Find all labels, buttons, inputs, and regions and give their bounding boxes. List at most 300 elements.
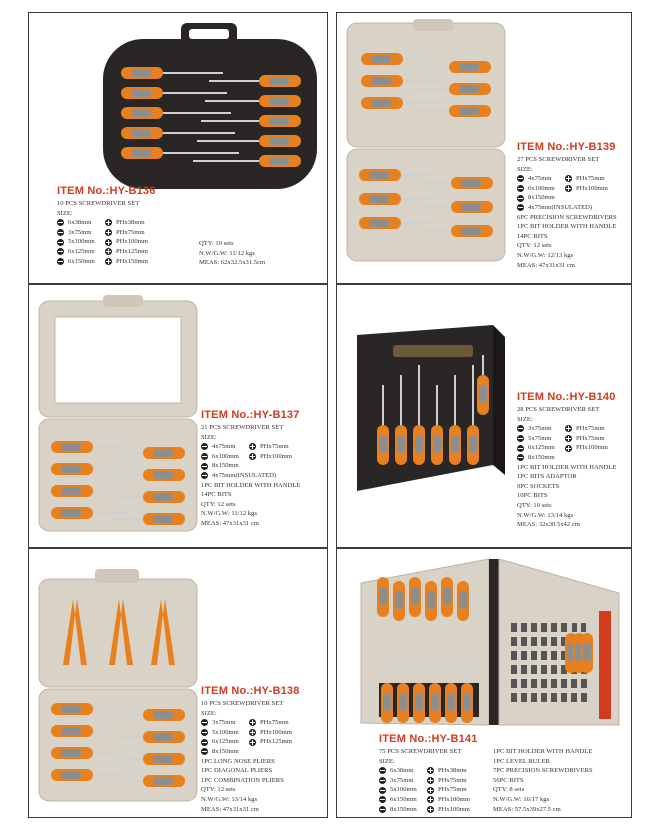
slotted-size (517, 174, 565, 184)
size-row (201, 471, 300, 481)
bit-shape (541, 665, 547, 674)
shaft-shape (113, 474, 143, 476)
grip-shape (411, 587, 419, 605)
size-row (517, 443, 616, 453)
contents-line: QTY: 8 sets (493, 786, 525, 794)
bit-shape (561, 623, 567, 632)
size-row (201, 461, 300, 471)
phillips-tip-icon (105, 258, 112, 265)
slotted-size (57, 237, 105, 247)
phillips-tip-icon (427, 767, 434, 774)
size-row (201, 718, 297, 728)
slotted-tip-icon (57, 239, 64, 246)
phillips-size (105, 218, 153, 228)
bit-shape (531, 665, 537, 674)
slotted-tip-icon (517, 445, 524, 452)
phillips-tip-icon (249, 739, 256, 746)
grip-shape (61, 771, 81, 779)
slotted-size (517, 424, 565, 434)
size-value: PHx100mm (260, 728, 292, 736)
qty-text: QTY: 10 sets (199, 240, 234, 247)
contents-line: 1PC DIAGONAL PLIERS (201, 767, 273, 775)
bit-shape (551, 637, 557, 646)
grip-shape (61, 509, 81, 517)
slotted-tip-icon (517, 435, 524, 442)
contents-line: MEAS: 47x31x31 cm (201, 519, 259, 527)
shaft-shape (93, 468, 127, 470)
size-value: PHx75mm (438, 776, 467, 784)
set-description: 10 PCS SCREWDRIVER SET (57, 200, 140, 207)
size-value: PHx75mm (438, 786, 467, 794)
product-photo-hy-b136 (29, 13, 328, 193)
size-value: PHx75mm (576, 175, 605, 183)
phillips-tip-icon (105, 229, 112, 236)
product-photo-hy-b137 (33, 291, 208, 541)
slotted-size (517, 453, 565, 463)
grip-shape (131, 69, 151, 77)
shaft-shape (93, 708, 123, 710)
bit-shape (511, 651, 517, 660)
slotted-tip-icon (201, 472, 208, 479)
shaft-shape (401, 222, 437, 224)
phillips-size (427, 766, 475, 776)
grip-shape (583, 643, 591, 661)
grip-shape (443, 587, 451, 605)
size-value: PHx100mm (576, 444, 608, 452)
grip-shape (459, 85, 479, 93)
shaft-shape (205, 100, 259, 102)
contents-list (201, 481, 300, 529)
phillips-size (249, 452, 297, 462)
bit-shape (561, 693, 567, 702)
grip-shape (269, 77, 289, 85)
grip-shape (399, 693, 407, 711)
product-panel-hy-b139 (336, 12, 632, 284)
contents-line: 14PC BITS (201, 491, 232, 499)
slotted-size (517, 203, 593, 213)
bit-shape (531, 679, 537, 688)
screwdriver-icon (425, 581, 437, 621)
bit-shape (531, 651, 537, 660)
slotted-tip-icon (201, 443, 208, 450)
grip-shape (459, 591, 467, 609)
size-value: PHx75mm (260, 719, 289, 727)
bit-shape (541, 693, 547, 702)
size-value: 6x150mm (68, 257, 95, 265)
grip-shape (369, 171, 389, 179)
size-row (57, 247, 153, 257)
shaft-shape (401, 198, 437, 200)
bit-shape (551, 623, 557, 632)
size-value: 6x125mm (68, 247, 95, 255)
size-value: PHx75mm (576, 425, 605, 433)
slotted-size (517, 443, 565, 453)
size-value: PHx75mm (576, 434, 605, 442)
phillips-tip-icon (565, 445, 572, 452)
size-value: 8x150mm (212, 462, 239, 470)
size-list (201, 718, 297, 756)
shaft-shape (386, 653, 388, 683)
contents-line: MEAS: 47x31x31 cm (201, 805, 259, 813)
contents-line: N.W/G.W: 13/14 kgs (517, 511, 574, 519)
slotted-tip-icon (201, 719, 208, 726)
shaft-shape (419, 206, 451, 208)
bit-shape (571, 693, 577, 702)
product-panel-hy-b138 (28, 548, 328, 818)
shaft-shape (163, 132, 235, 134)
grip-shape (371, 99, 391, 107)
size-list (57, 218, 153, 266)
bit-shape (521, 637, 527, 646)
screwdriver-icon (377, 577, 389, 617)
size-value: 6x150mm (390, 795, 417, 803)
grip-shape (61, 487, 81, 495)
shaft-shape (403, 58, 443, 60)
bit-shape (511, 623, 517, 632)
size-value: PHx38mm (438, 767, 467, 775)
phillips-tip-icon (427, 787, 434, 794)
slotted-size (379, 776, 427, 786)
size-row (57, 237, 153, 247)
size-row (379, 795, 475, 805)
grip-shape (433, 435, 441, 453)
bit-shape (541, 651, 547, 660)
screwdriver-icon (441, 577, 453, 617)
contents-line: N.W/G.W: 13/14 kgs (201, 795, 258, 803)
shaft-shape (117, 714, 143, 716)
shaft-shape (201, 120, 259, 122)
size-row (379, 805, 475, 815)
contents-line: 14PC BITS (517, 232, 548, 240)
shaft-shape (434, 653, 436, 683)
grip-shape (427, 591, 435, 609)
bit-shape (511, 693, 517, 702)
slotted-tip-icon (201, 729, 208, 736)
weight-text: N.W/G.W: 11/12 kgs (199, 249, 255, 257)
screwdriver-icon (457, 581, 469, 621)
set-description: 21 PCS SCREWDRIVER SET (201, 424, 284, 431)
shaft-shape (413, 110, 449, 112)
product-photo-hy-b141 (339, 553, 629, 733)
grip-shape (153, 733, 173, 741)
shaft-shape (163, 72, 223, 74)
grip-shape (415, 693, 423, 711)
shaft-shape (163, 92, 227, 94)
shaft-shape (472, 365, 474, 425)
shaft-shape (117, 780, 143, 782)
contents-line: 1PC BIT HOLDER WITH HANDLE (517, 463, 617, 471)
size-value: PHx100mm (438, 805, 470, 813)
shaft-shape (401, 174, 437, 176)
slotted-tip-icon (379, 777, 386, 784)
contents-line: MEAS: 57.5x39x27.5 cm (493, 805, 561, 813)
shaft-shape (93, 752, 123, 754)
set-description: 10 PCS SCREWDRIVER SET (201, 700, 284, 707)
phillips-tip-icon (427, 777, 434, 784)
contents-line: 10PC BITS (517, 492, 548, 500)
size-value: 5x75mm (528, 434, 552, 442)
slotted-tip-icon (517, 195, 524, 202)
shaft-shape (419, 230, 451, 232)
slotted-size (379, 805, 427, 815)
phillips-tip-icon (427, 806, 434, 813)
bit-shape (511, 665, 517, 674)
slotted-size (201, 728, 249, 738)
phillips-tip-icon (565, 185, 572, 192)
slotted-tip-icon (517, 204, 524, 211)
bit-shape (511, 679, 517, 688)
size-label: SIZE: (201, 709, 217, 717)
phillips-tip-icon (565, 425, 572, 432)
slotted-tip-icon (57, 248, 64, 255)
contents-line: QTY: 10 sets (517, 501, 552, 509)
bit-shape (521, 623, 527, 632)
size-value: PHx100mm (438, 795, 470, 803)
size-value: 3x75mm (212, 719, 236, 727)
shaft-shape (209, 80, 259, 82)
shaft-shape (93, 490, 127, 492)
shaft-shape (93, 730, 123, 732)
slotted-tip-icon (379, 806, 386, 813)
slotted-size (57, 247, 105, 257)
slotted-size (57, 228, 105, 238)
shaft-shape (93, 446, 127, 448)
phillips-tip-icon (105, 219, 112, 226)
slotted-tip-icon (201, 463, 208, 470)
product-panel-hy-b136 (28, 12, 328, 284)
grip-shape (153, 449, 173, 457)
product-panel-hy-b137 (28, 284, 328, 548)
grip-shape (131, 89, 151, 97)
size-value: 6x100mm (528, 184, 555, 192)
grip-shape (415, 435, 423, 453)
phillips-size (249, 442, 297, 452)
bit-shape (551, 651, 557, 660)
size-value: PHx100mm (260, 452, 292, 460)
size-value: 8x150mm (212, 747, 239, 755)
size-row (379, 776, 475, 786)
size-list (517, 174, 617, 212)
contents-line: 56PC BITS (493, 776, 524, 784)
phillips-size (249, 737, 297, 747)
bit-shape (551, 679, 557, 688)
phillips-size (105, 257, 153, 267)
grip-shape (479, 385, 487, 403)
shaft-shape (454, 375, 456, 425)
size-row (379, 785, 475, 795)
phillips-size (565, 443, 613, 453)
slotted-tip-icon (201, 748, 208, 755)
slotted-tip-icon (379, 796, 386, 803)
size-value: 6x100mm (212, 452, 239, 460)
phillips-size (427, 785, 475, 795)
product-photo-hy-b139 (341, 19, 521, 269)
size-value: 4x75mm(INSULATED) (528, 203, 593, 211)
slotted-size (201, 718, 249, 728)
shaft-shape (93, 774, 123, 776)
slotted-size (201, 452, 249, 462)
slotted-tip-icon (379, 787, 386, 794)
shaft-shape (117, 758, 143, 760)
grip-shape (371, 77, 391, 85)
phillips-tip-icon (565, 435, 572, 442)
size-row (201, 747, 297, 757)
shaft-shape (578, 621, 580, 633)
contents-line: QTY: 12 sets (201, 786, 236, 794)
size-value: PHx75mm (260, 443, 289, 451)
slotted-size (57, 218, 105, 228)
item-title: ITEM No.:HY-B140 (517, 391, 616, 403)
slotted-tip-icon (517, 175, 524, 182)
grip-shape (269, 97, 289, 105)
phillips-size (565, 174, 613, 184)
size-row (517, 174, 617, 184)
phillips-tip-icon (427, 796, 434, 803)
contents-line: QTY: 12 sets (201, 500, 236, 508)
slotted-size (201, 747, 249, 757)
shaft-shape (163, 152, 239, 154)
bit-shape (581, 693, 587, 702)
contents-line: 6PC PRECISION SCREWDRIVERS (517, 213, 617, 221)
bit-shape (571, 679, 577, 688)
phillips-size (249, 728, 297, 738)
grip-shape (463, 693, 471, 711)
bit-shape (531, 623, 537, 632)
grip-shape (371, 55, 391, 63)
shaft-shape (482, 355, 484, 375)
shaft-shape (113, 452, 143, 454)
contents-line: MEAS: 47x31x31 cm (517, 261, 575, 269)
size-row (201, 728, 297, 738)
set-description: 27 PCS SCREWDRIVER SET (517, 156, 600, 163)
slotted-tip-icon (379, 767, 386, 774)
screwdriver-icon (409, 577, 421, 617)
product-panel-hy-b140 (336, 284, 632, 548)
bit-shape (541, 623, 547, 632)
grip-shape (61, 465, 81, 473)
size-value: 8x150mm (390, 805, 417, 813)
item-title: ITEM No.:HY-B139 (517, 141, 616, 153)
size-value: PHx75mm (116, 228, 145, 236)
grip-shape (153, 515, 173, 523)
grip-shape (153, 493, 173, 501)
contents-line: N.W/G.W: 12/13 kgs (517, 251, 574, 259)
contents-line: 1PC LEVEL RULER (493, 757, 550, 765)
shaft-shape (403, 102, 443, 104)
phillips-size (427, 776, 475, 786)
shaft-shape (419, 182, 451, 184)
size-value: 6x38mm (390, 767, 414, 775)
size-row (201, 442, 300, 452)
grip-shape (131, 109, 151, 117)
slotted-tip-icon (201, 739, 208, 746)
grip-shape (131, 149, 151, 157)
bit-shape (521, 679, 527, 688)
size-value: 5x100mm (68, 238, 95, 246)
size-value: PHx100mm (116, 238, 148, 246)
size-label: SIZE: (379, 757, 395, 765)
grip-shape (397, 435, 405, 453)
size-row (517, 193, 617, 203)
size-value: 8x150mm (528, 194, 555, 202)
size-row (57, 218, 153, 228)
grip-shape (369, 195, 389, 203)
grip-shape (369, 219, 389, 227)
slotted-size (201, 442, 249, 452)
slotted-tip-icon (201, 453, 208, 460)
shaft-shape (197, 140, 259, 142)
bit-shape (561, 679, 567, 688)
grip-shape (153, 777, 173, 785)
bit-shape (511, 637, 517, 646)
item-title: ITEM No.:HY-B137 (201, 409, 300, 421)
size-list (379, 766, 475, 814)
grip-shape (61, 749, 81, 757)
slotted-tip-icon (517, 185, 524, 192)
phillips-size (565, 424, 613, 434)
grip-shape (461, 179, 481, 187)
contents-line: 7PC PRECISION SCREWDRIVERS (493, 767, 593, 775)
phillips-tip-icon (105, 248, 112, 255)
contents-list (493, 747, 593, 814)
slotted-size (201, 461, 249, 471)
size-label: SIZE: (517, 165, 533, 173)
size-value: 3x75mm (390, 776, 414, 784)
contents-line: QTY: 12 sets (517, 242, 552, 250)
grip-shape (131, 129, 151, 137)
phillips-size (105, 247, 153, 257)
grip-shape (61, 443, 81, 451)
bit-shape (521, 665, 527, 674)
phillips-size (565, 434, 613, 444)
grip-shape (459, 63, 479, 71)
shaft-shape (450, 653, 452, 683)
shaft-shape (418, 653, 420, 683)
size-value: PHx100mm (576, 184, 608, 192)
shaft-shape (402, 653, 404, 683)
item-title: ITEM No.:HY-B138 (201, 685, 300, 697)
grip-shape (461, 203, 481, 211)
contents-line: 1PC BITS ADAPTOR (517, 473, 577, 481)
slotted-tip-icon (517, 454, 524, 461)
size-value: 6x125mm (212, 738, 239, 746)
phillips-tip-icon (249, 443, 256, 450)
grip-shape (269, 137, 289, 145)
grip-shape (269, 157, 289, 165)
shipping-info (199, 239, 265, 268)
grip-shape (269, 117, 289, 125)
shaft-shape (466, 653, 468, 683)
shaft-shape (586, 621, 588, 633)
grip-shape (61, 727, 81, 735)
size-label: SIZE: (201, 433, 217, 441)
slotted-size (201, 471, 277, 481)
slotted-size (517, 193, 565, 203)
contents-list (517, 463, 616, 530)
contents-line: 9PC SOCKETS (517, 482, 560, 490)
shaft-shape (400, 375, 402, 425)
size-value: 6x125mm (528, 444, 555, 452)
contents-line: 1PC LONG NOSE PLIERS (201, 757, 275, 765)
shaft-shape (113, 518, 143, 520)
item-title: ITEM No.:HY-B136 (57, 185, 156, 197)
bit-shape (541, 679, 547, 688)
slotted-size (517, 184, 565, 194)
size-value: 4x75mm(INSULATED) (212, 471, 277, 479)
bit-shape (531, 637, 537, 646)
size-row (517, 184, 617, 194)
size-value: 4x75mm (212, 443, 236, 451)
